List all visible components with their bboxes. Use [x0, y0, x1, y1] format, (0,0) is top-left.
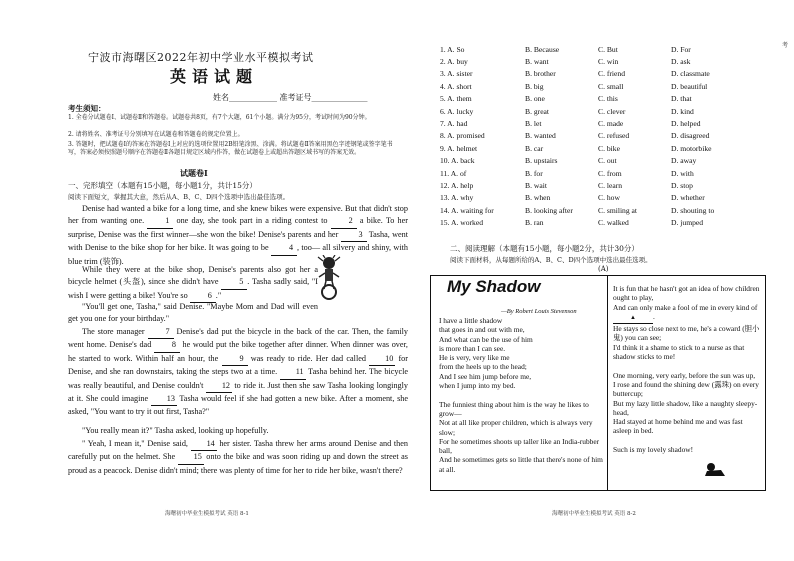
cloze-blank: 15	[178, 451, 204, 464]
poem-author-wrap	[501, 306, 577, 316]
passage-paragraph	[68, 326, 408, 419]
option-cell: B. wait	[525, 180, 547, 190]
page-footer: 海曙初中毕业生模拟考试 英语 8-1	[165, 511, 249, 517]
passage-text: he would put the bike together after dinner. When dinner was over, he started to work. Within half an hour, the	[68, 340, 408, 363]
option-cell: D. disagreed	[671, 131, 710, 141]
option-cell: C. how	[598, 193, 620, 203]
passage-text: for Denise, and she ran downstairs, taking the steps two at a time.	[68, 353, 408, 377]
option-cell: D. helped	[671, 119, 701, 129]
option-cell: C. But	[598, 44, 618, 54]
passage-paragraph	[68, 264, 318, 303]
passage-text: one day, she took part in a riding contest to	[173, 216, 331, 226]
cloze-blank: 12	[206, 380, 232, 393]
passage-text: a bike. To her surprise, Denise was the first winner—she won the bike! Denise's parents and her	[68, 216, 408, 239]
poem-divider	[607, 276, 608, 490]
subject-title: 英语试题	[170, 67, 259, 86]
part-label: (A)	[598, 265, 609, 273]
option-cell: B. brother	[525, 69, 556, 79]
option-cell: D. classmate	[671, 69, 710, 79]
option-cell: D. shouting to	[671, 205, 715, 215]
option-cell: C. small	[598, 81, 624, 91]
option-cell: C. bike	[598, 143, 620, 153]
option-row	[440, 80, 751, 92]
note-3: 3. 答题时，把试题卷Ⅰ的答案在答题卷Ⅰ上对应的选项位置用2B铅笔涂黑、涂满。将试题卷Ⅱ答案用黑色字迹钢笔或签字笔书写，答案必须按照题号顺序在答题卷Ⅱ各题目规定区域内作答，做在试题卷上或超出答题区域书写的答案无效。	[68, 141, 393, 157]
poem-right-column	[613, 284, 761, 454]
name-line: 姓名____________ 准考证号______________	[213, 93, 368, 102]
option-cell: B. looking after	[525, 205, 573, 215]
passage-text: " Yeah, I mean it," Denise said,	[82, 439, 191, 448]
section2-heading: 二、阅读理解（本题有15小题，每小题2分，共计30分）	[450, 244, 639, 253]
passage-text: Denise's dad put the bicycle in the back of the car. Then, the family went home. Denise's dad	[68, 327, 408, 350]
option-cell: 8. A. promised	[440, 131, 485, 141]
poem-right-text-2: . He stays so close next to me, he's a coward (胆小鬼) you can see; I'd think it a shame to stick to a nurse as that shadow sticks to me! One morning, very early, before the sun was up, I rose and found the shining dew (露珠) on every buttercup; But my lazy little shadow, like a naughty sleepy-head, Had stayed at home behind me and was fast asleep in bed. Such is my lovely shadow!	[613, 311, 760, 455]
cloze-blank: 7	[148, 326, 174, 339]
option-cell: C. out	[598, 156, 617, 166]
cloze-blank: 11	[280, 366, 306, 379]
poem-author: —By Robert Louis Stevenson	[501, 308, 577, 315]
corner-mark: 考	[781, 42, 788, 49]
option-row	[440, 142, 751, 154]
option-cell: C. friend	[598, 69, 625, 79]
option-row	[440, 179, 751, 191]
option-cell: B. let	[525, 119, 542, 129]
option-cell: 1. A. So	[440, 44, 465, 54]
poem-blank: ▲	[613, 314, 653, 324]
option-cell: D. with	[671, 168, 694, 178]
passage-paragraph	[68, 203, 408, 268]
section2-instruction: 阅读下面材料，从每题所给的A、B、C、D四个选项中选出最佳选项。	[450, 256, 652, 264]
option-cell: 11. A. of	[440, 168, 467, 178]
option-cell: 2. A. buy	[440, 57, 468, 67]
section1-heading: 一、完形填空（本题有15小题，每小题1分，共计15分）	[68, 181, 257, 190]
option-row	[440, 68, 751, 80]
option-cell: 3. A. sister	[440, 69, 473, 79]
option-cell: C. refused	[598, 131, 630, 141]
option-cell: C. walked	[598, 218, 629, 228]
option-cell: 14. A. waiting for	[440, 205, 494, 215]
option-cell: D. motorbike	[671, 143, 712, 153]
exam-title: 宁波市海曙区2022年初中学业水平模拟考试	[88, 51, 314, 64]
option-cell: 10. A. back	[440, 156, 475, 166]
section-label: 试题卷Ⅰ	[180, 168, 208, 178]
passage-text: . Tasha sadly said, "I wish I were getting a bike! You're so	[68, 277, 318, 300]
answer-options-table	[440, 43, 751, 229]
passage-text: to ride it. Just then she saw Tasha looking longingly at it. She could imagine	[68, 380, 409, 404]
option-cell: 6. A. lucky	[440, 106, 474, 116]
option-cell: D. ask	[671, 57, 691, 67]
cloze-blank: 14	[191, 438, 217, 451]
passage-text: ."	[215, 290, 222, 300]
option-cell: B. wanted	[525, 131, 556, 141]
option-row	[440, 192, 751, 204]
poem-box	[430, 275, 766, 491]
option-cell: 15. A. worked	[440, 218, 484, 228]
notes-heading: 考生须知：	[68, 104, 106, 113]
option-cell: C. clever	[598, 106, 626, 116]
note-2: 2. 请将姓名、准考证号分别填写在试题卷和答题卷的规定位置上。	[68, 131, 244, 138]
option-cell: C. smiling at	[598, 205, 638, 215]
option-row	[440, 55, 751, 67]
option-row	[440, 155, 751, 167]
passage-paragraph	[68, 301, 318, 326]
passage-text: Tasha, went with Denise to the bike shop for her bike. It was going to be	[68, 229, 408, 253]
option-cell: C. this	[598, 94, 618, 104]
cloze-blank: 8	[154, 339, 180, 352]
option-cell: D. jumped	[671, 218, 704, 228]
cloze-blank: 4	[271, 242, 297, 255]
option-cell: B. car	[525, 143, 544, 153]
right-page	[420, 0, 794, 561]
passage-text: Tasha behind her. The bicycle was really beautiful, and Denise couldn't	[68, 367, 408, 390]
option-cell: B. ran	[525, 218, 544, 228]
cloze-blank: 3	[341, 229, 367, 242]
option-cell: B. for	[525, 168, 543, 178]
passage-paragraph	[68, 425, 408, 437]
option-cell: C. from	[598, 168, 622, 178]
poem-title: My Shadow	[447, 277, 541, 296]
cloze-blank: 2	[331, 215, 357, 228]
option-cell: 4. A. short	[440, 81, 472, 91]
passage-text: , too— all silvery and shiny, with blue trim (装饰).	[68, 243, 408, 266]
cloze-blank: 6	[190, 290, 216, 303]
poem-right-text-1: It is fun that he hasn't got an idea of how children ought to play, And can only make a fool of me in every kind of	[613, 284, 760, 312]
poem-left-column: I have a little shadow that goes in and out with me, And what can be the use of him is more than I can see. He is very, very like me from the heels up to the head; And I see him jump before me, when I jump into my bed. The funniest thing about him is the way he likes to grow— Not at all like proper children, which is always very slow; For he sometimes shoots up taller like an India-rubber ball, And he sometimes gets so little that there's none of him at all.	[439, 316, 603, 474]
option-cell: 7. A. had	[440, 119, 468, 129]
option-cell: D. beautiful	[671, 81, 708, 91]
note-1: 1. 全卷分试题卷Ⅰ、试题卷Ⅱ和答题卷。试题卷共8页，有7个大题，61个小题。满分为95分，考试时间为90分钟。	[68, 114, 371, 121]
option-cell: C. made	[598, 119, 624, 129]
option-row	[440, 43, 751, 55]
option-cell: D. that	[671, 94, 692, 104]
option-cell: B. great	[525, 106, 550, 116]
option-cell: B. when	[525, 193, 551, 203]
passage-text: "You'll get one, Tasha," said Denise. "Maybe Mom and Dad will even get you one for your birthday."	[68, 302, 318, 324]
poem-title-wrap	[447, 277, 541, 296]
option-row	[440, 93, 751, 105]
option-cell: B. want	[525, 57, 549, 67]
passage-text: The store manager	[82, 327, 148, 336]
option-cell: 12. A. help	[440, 180, 474, 190]
option-cell: D. whether	[671, 193, 705, 203]
shadow-figure-illustration	[701, 462, 727, 478]
option-cell: 5. A. them	[440, 94, 472, 104]
cloze-blank: 13	[151, 393, 177, 406]
option-cell: 9. A. helmet	[440, 143, 478, 153]
option-row	[440, 117, 751, 129]
cloze-blank: 5	[221, 276, 247, 289]
section1-instruction: 阅读下面短文，掌握其大意，然后从A、B、C、D四个选项中选出最佳选项。	[68, 193, 290, 201]
option-cell: C. win	[598, 57, 619, 67]
girl-on-bike-illustration	[312, 255, 346, 301]
option-cell: C. learn	[598, 180, 623, 190]
passage-text: was ready to ride. Her dad called	[247, 353, 370, 363]
passage-text: Denise had wanted a bike for a long time, and she knew bikes were expensive. But that didn't stop her from wanting one.	[68, 204, 408, 226]
passage-paragraph	[68, 438, 408, 477]
page-footer: 海曙初中毕业生模拟考试 英语 8-2	[552, 511, 636, 517]
option-cell: D. stop	[671, 180, 693, 190]
passage-text: While they were at the bike shop, Denise's parents also got her a bicycle helmet (头盔), since she didn't have	[68, 265, 318, 287]
cloze-blank: 9	[222, 353, 248, 366]
passage-text: Tasha would feel if she had gotten a new bike. After a moment, she asked, "You want to try it out first, Tasha?"	[68, 394, 408, 417]
option-row	[440, 204, 751, 216]
option-cell: 13. A. why	[440, 193, 474, 203]
passage-text: "You really mean it?" Tasha asked, looking up hopefully.	[82, 426, 269, 435]
passage-text: her sister. Tasha threw her arms around Denise and then carefully put on the helmet. She	[68, 439, 408, 462]
option-cell: B. big	[525, 81, 544, 91]
option-cell: D. kind	[671, 106, 694, 116]
cloze-blank: 1	[147, 215, 173, 228]
option-row	[440, 105, 751, 117]
option-row	[440, 130, 751, 142]
option-cell: D. For	[671, 44, 691, 54]
option-row	[440, 167, 751, 179]
option-cell: B. Because	[525, 44, 560, 54]
cloze-blank: 10	[369, 353, 395, 366]
option-cell: D. away	[671, 156, 697, 166]
option-cell: B. upstairs	[525, 156, 558, 166]
option-cell: B. one	[525, 94, 545, 104]
passage-text: onto the bike and was soon riding up and down the street as proud as a peacock. Denise didn't mind; there was plenty of time for her to ride her bike, wasn't there?	[68, 452, 408, 475]
option-row	[440, 216, 751, 228]
